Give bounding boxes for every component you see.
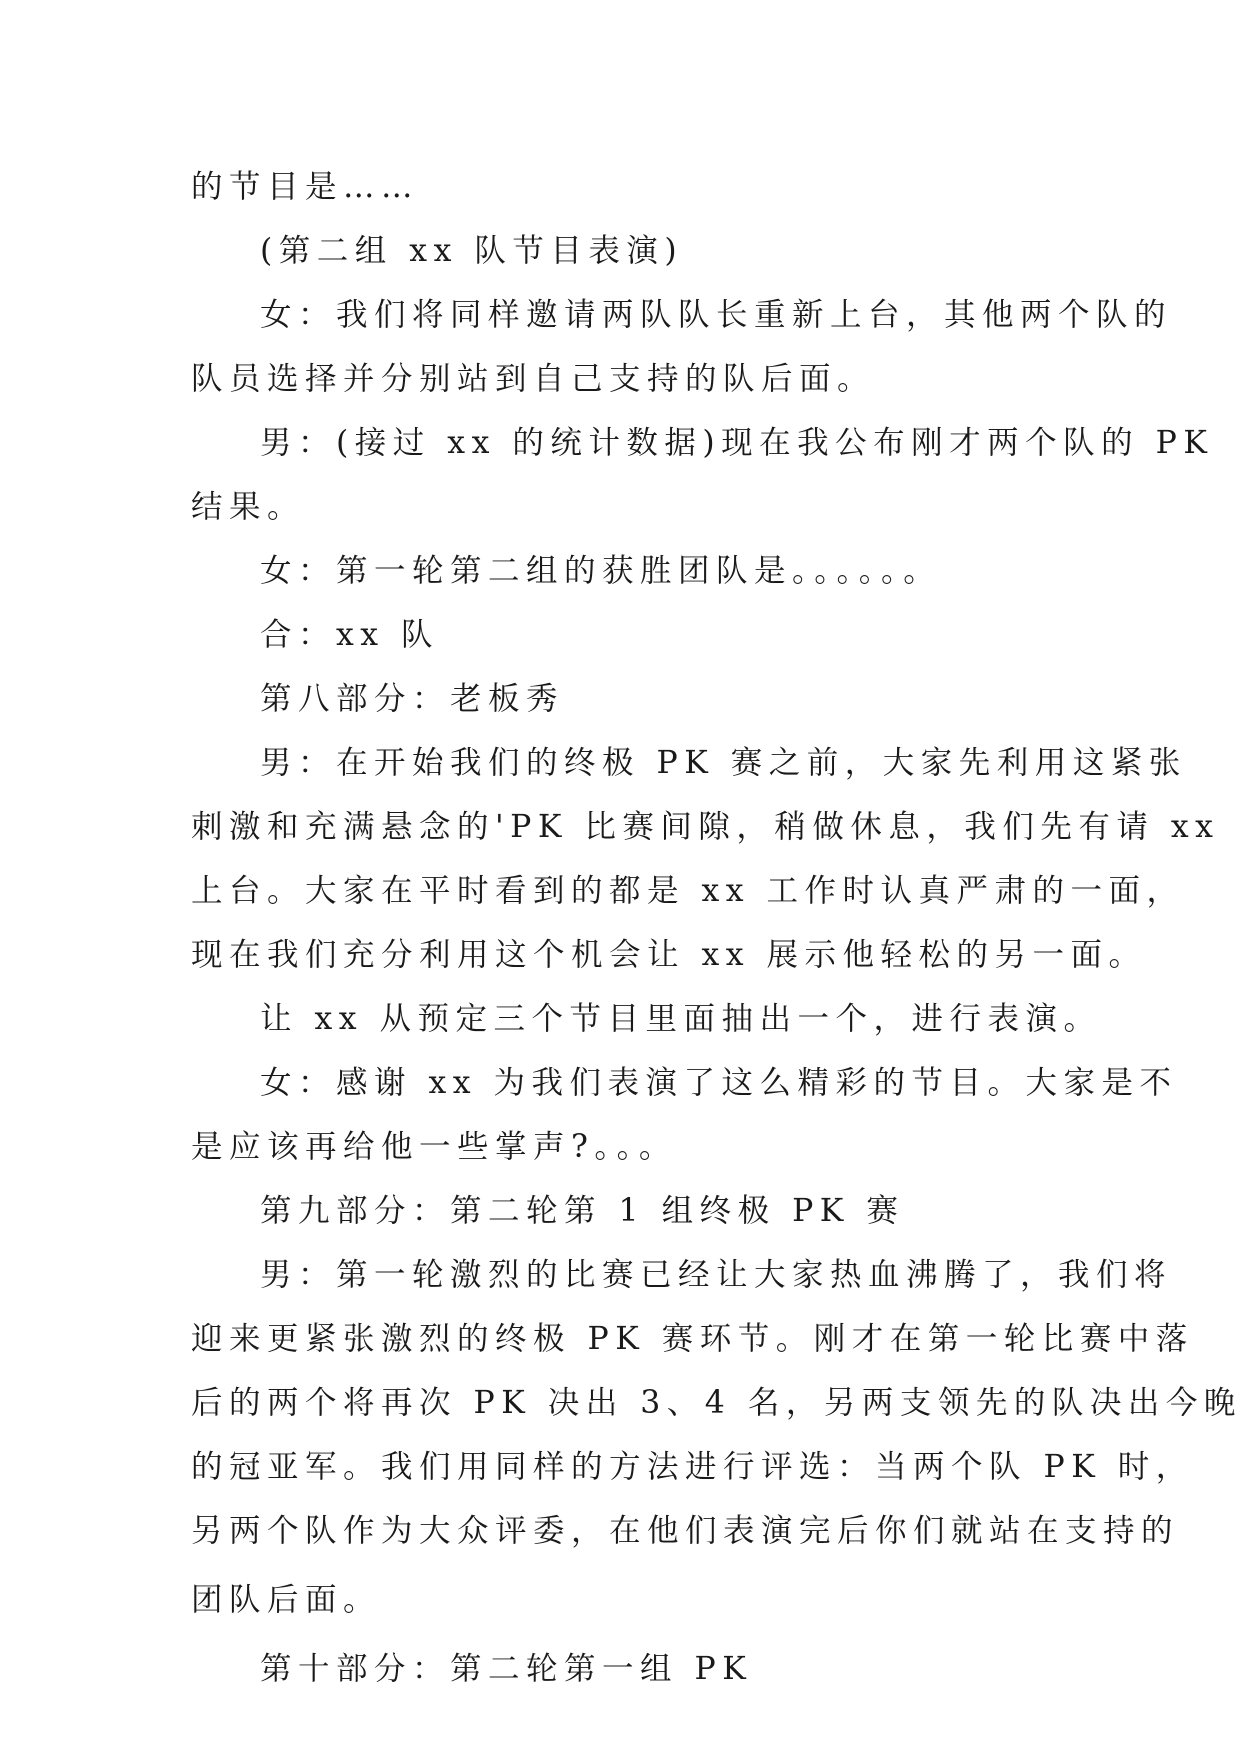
text-line: 现在我们充分利用这个机会让 xx 展示他轻松的另一面。 xyxy=(191,937,1147,973)
text-line: 上台。大家在平时看到的都是 xx 工作时认真严肃的一面， xyxy=(191,873,1185,909)
text-line: 是应该再给他一些掌声?。。。 xyxy=(191,1129,677,1165)
text-line: 另两个队作为大众评委，在他们表演完后你们就站在支持的 xyxy=(191,1513,1180,1549)
section-heading: 第九部分：第二轮第 1 组终极 PK 赛 xyxy=(260,1193,905,1229)
text-line: 合：xx 队 xyxy=(260,617,440,653)
section-heading: 第八部分：老板秀 xyxy=(260,681,565,717)
text-line: 结果。 xyxy=(191,489,306,525)
text-line: 女：第一轮第二组的获胜团队是。。。。。。 xyxy=(260,553,942,589)
text-line: 刺激和充满悬念的'PK 比赛间隙，稍做休息，我们先有请 xx xyxy=(191,809,1220,845)
text-line: 男：在开始我们的终极 PK 赛之前，大家先利用这紧张 xyxy=(260,745,1187,781)
section-heading: 第十部分：第二轮第一组 PK xyxy=(260,1651,753,1687)
text-line: 的节目是…… xyxy=(191,169,420,205)
text-line: 团队后面。 xyxy=(191,1582,382,1618)
text-line: 后的两个将再次 PK 决出 3、4 名，另两支领先的队决出今晚 xyxy=(191,1385,1242,1421)
text-line: (第二组 xx 队节目表演) xyxy=(260,233,684,269)
text-line: 迎来更紧张激烈的终极 PK 赛环节。刚才在第一轮比赛中落 xyxy=(191,1321,1194,1357)
document-page xyxy=(191,160,1242,1706)
text-line: 女：我们将同样邀请两队队长重新上台，其他两个队的 xyxy=(260,297,1173,333)
text-line: 队员选择并分别站到自己支持的队后面。 xyxy=(191,361,876,397)
text-line: 的冠亚军。我们用同样的方法进行评选：当两个队 PK 时， xyxy=(191,1449,1194,1485)
text-line: 男：(接过 xx 的统计数据)现在我公布刚才两个队的 PK xyxy=(260,425,1214,461)
text-line: 男：第一轮激烈的比赛已经让大家热血沸腾了，我们将 xyxy=(260,1257,1173,1293)
text-line: 让 xx 从预定三个节目里面抽出一个，进行表演。 xyxy=(260,1001,1102,1037)
text-line: 女：感谢 xx 为我们表演了这么精彩的节目。大家是不 xyxy=(260,1065,1178,1101)
